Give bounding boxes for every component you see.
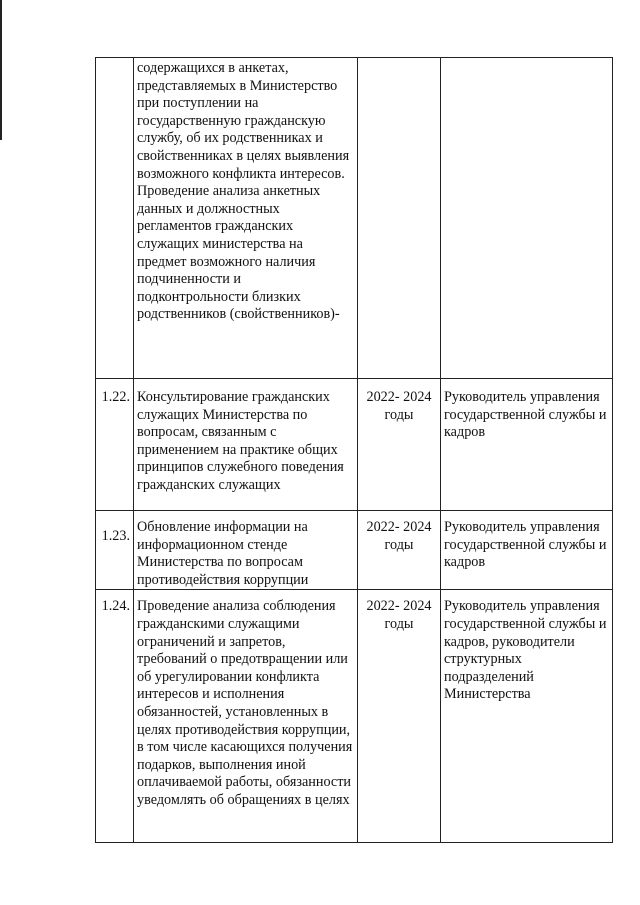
measure-responsible: Руководитель управления государственной службы и кадров bbox=[441, 511, 613, 590]
measure-term: 2022- 2024 годы bbox=[358, 511, 441, 590]
table-row bbox=[96, 590, 613, 843]
measure-description bbox=[134, 379, 358, 511]
measure-description-text: Обновление информации на информационном стенде Министерства по вопросам противодействия коррупции bbox=[137, 519, 309, 588]
row-number: 1.22. bbox=[96, 379, 134, 511]
row-number: 1.24. bbox=[96, 590, 134, 843]
measure-term bbox=[358, 58, 441, 379]
measure-description-text: Консультирование гражданских служащих Министерства по вопросам, связанным с применением на практике общих принципов служебного поведения гражданских служащих bbox=[137, 389, 344, 493]
page-edge-mark bbox=[0, 0, 2, 140]
table-row bbox=[96, 58, 613, 379]
measure-responsible bbox=[441, 58, 613, 379]
measures-table bbox=[95, 57, 613, 843]
table-row bbox=[96, 511, 613, 590]
measure-responsible: Руководитель управления государственной службы и кадров, руководители структурных подразделений Министерства bbox=[441, 590, 613, 843]
measure-term: 2022- 2024 годы bbox=[358, 379, 441, 511]
row-number bbox=[96, 511, 134, 590]
row-number-text: 1.23. bbox=[101, 528, 130, 544]
measure-description-text: Проведение анализа соблюдения гражданскими служащими ограничений и запретов, требований о предотвращении или об урегулировании конфликта интересов и исполнения обязанностей, установленных в целях противодействия коррупции, в том числе касающихся получения подарков, выполнения иной оплачиваемой работы, обязанности уведомлять об обращениях в целях bbox=[137, 598, 353, 808]
measure-term: 2022- 2024 годы bbox=[358, 590, 441, 843]
measure-description bbox=[134, 590, 358, 843]
measure-responsible: Руководитель управления государственной службы и кадров bbox=[441, 379, 613, 511]
table-row bbox=[96, 379, 613, 511]
row-number bbox=[96, 58, 134, 379]
measure-description-text: содержащихся в анкетах, представляемых в Министерство при поступлении на государственную гражданскую службу, об их родственниках и свойственниках в целях выявления возможного конфликта интересов. Проведение анализа анкетных данных и должностных регламентов гражданских служащих министерства на предмет возможного наличия подчиненности и подконтрольности близких родственников (свойственников)- bbox=[137, 60, 350, 323]
measure-description bbox=[134, 58, 358, 379]
measure-description bbox=[134, 511, 358, 590]
